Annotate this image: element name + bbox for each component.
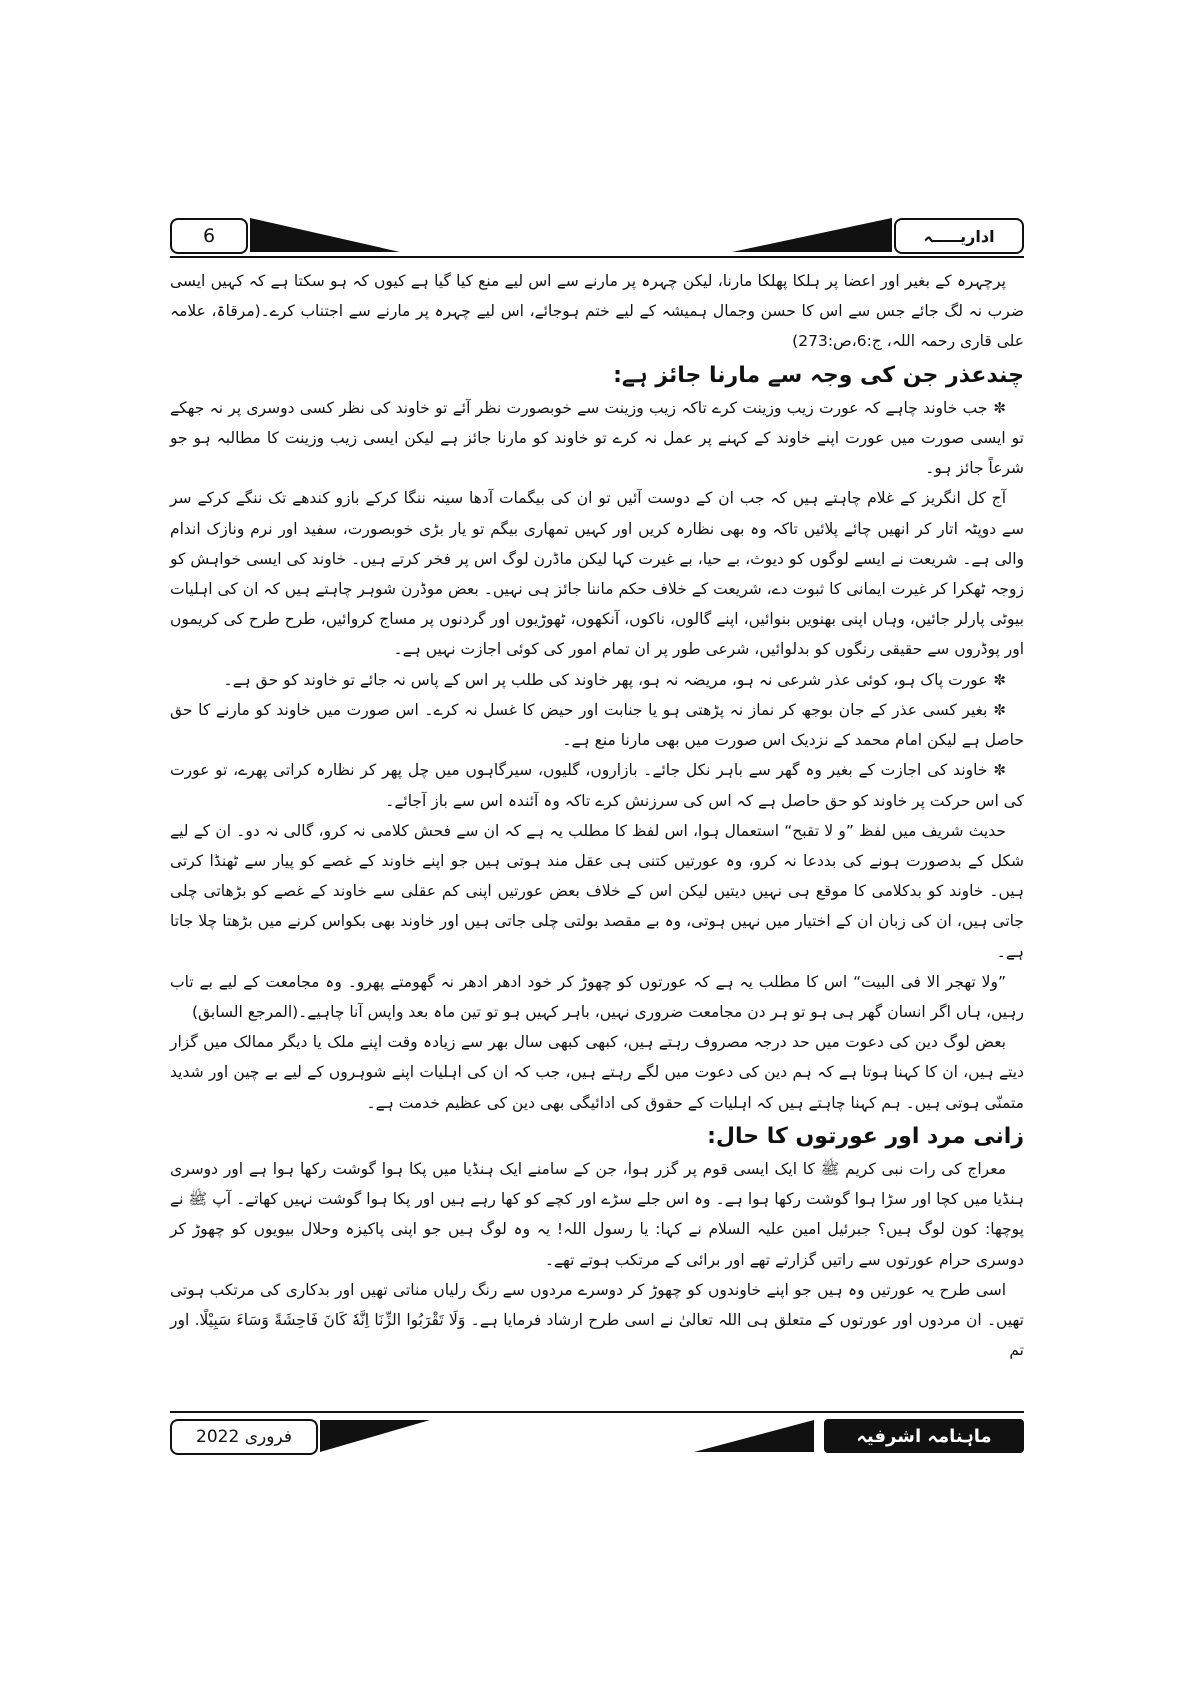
header-left-wedge [250, 218, 400, 252]
bullet-paragraph: ✼ عورت پاک ہو، کوئی عذر شرعی نہ ہو، مریضہ نہ ہو، پھر خاوند کی طلب پر اس کے پاس نہ جائے تو خاوند کو حق ہے۔ [170, 665, 1024, 695]
section-title-box [894, 218, 1024, 254]
paragraph: اسی طرح یہ عورتیں وہ ہیں جو اپنے خاوندوں کو چھوڑ کر دوسرے مردوں سے رنگ رلیاں مناتی تھیں اور بدکاری کی مرتکب ہوتی تھیں۔ ان مردوں اور عورتوں کے متعلق ہی اللہ تعالیٰ نے اسی طرح ارشاد فرمایا ہے۔ وَلَا تَقْرَبُوا الزِّنَا اِنَّهٗ كَانَ فَاحِشَةً وَسَاءَ سَبِيْلًا. اور تم [170, 1280, 1024, 1360]
page-footer [170, 1419, 1024, 1459]
paragraph: ”ولا تھجر الا فی البیت“ اس کا مطلب یہ ہے کہ عورتوں کو چھوڑ کر خود ادھر ادھر نہ گھومتے پھرو۔ وہ مجامعت کے لیے بے تاب رہیں، ہاں اگر انسان گھر ہی ہو تو ہر دن مجامعت ضروری نہیں، باہر کہیں ہو تو تین ماہ بعد واپس آنا چاہیے۔(المرجع السابق) [170, 972, 1024, 1022]
section-title: اداریـــــہ [923, 226, 995, 246]
paragraph: حدیث شریف میں لفظ ”و لا تقبح“ استعمال ہوا، اس لفظ کا مطلب یہ ہے کہ ان سے فحش کلامی نہ کرو، گالی نہ دو۔ ان کے لیے شکل کے بدصورت ہونے کی بددعا نہ کرو، وہ عورتیں کتنی ہی عقل مند ہوتی ہیں جو اپنے خاوند کے غصے کو پیار سے ٹھنڈا کرتی ہیں۔ خاوند کو بدکلامی کا موقع ہی نہیں دیتیں لیکن اس کے خلاف بعض عورتیں اپنی کم عقلی سے خاوند کے غصے کو بڑھاتی چلی جاتی ہیں، ان کی زبان ان کے اختیار میں نہیں ہوتی، وہ بے مقصد بولتی چلی جاتی ہیں اور خاوند بھی بکواس کرنے میں بڑھتا چلا جاتا ہے۔ [170, 821, 1024, 961]
footer-rule [170, 1411, 1024, 1413]
footer-left-wedge [320, 1420, 430, 1452]
magazine-name: ماہنامہ اشرفیہ [856, 1425, 992, 1447]
footer-right-wedge [694, 1420, 814, 1452]
header-rule [170, 256, 1024, 258]
issue-date: فروری 2022 [196, 1427, 292, 1447]
paragraph: پرچہرہ کے بغیر اور اعضا پر ہلکا پھلکا مارنا، لیکن چہرہ پر مارنے سے اس لیے منع کیا گیا ہے کیوں کہ ہو سکتا ہے کہ کہیں ایسی ضرب نہ لگ جائے جس سے اس کا حسن وجمال ہمیشہ کے لیے ختم ہوجائے، اس لیے چہرہ پر مارنے سے اجتناب کرے۔(مرقاۃ، علامہ علی قاری رحمہ اللہ، ج:6،ص:273) [170, 272, 1024, 351]
paragraph: بعض لوگ دین کی دعوت میں حد درجہ مصروف رہتے ہیں، کبھی کبھی سال بھر سے زیادہ وقت اپنے ملک یا دیگر ممالک میں گزار دیتے ہیں، ان کا کہنا ہوتا ہے کہ ہم دین کی دعوت میں لگے رہتے ہیں، جب کہ ان کی اہلیات اپنے شوہروں کے لیے بے چین اور شدید متمنّی ہوتی ہیں۔ ہم کہنا چاہتے ہیں کہ اہلیات کے حقوق کی ادائیگی بھی دین کی عظیم خدمت ہے۔ [170, 1033, 1024, 1112]
paragraph: معراج کی رات نبی کریم ﷺ کا ایک ایسی قوم پر گزر ہوا، جن کے سامنے ایک ہنڈیا میں پکا ہوا گوشت رکھا ہوا ہے اور دوسری ہنڈیا میں کچا اور سڑا ہوا گوشت رکھا ہوا ہے۔ وہ اس جلے سڑے اور کچے کو کھا رہے ہیں اور پکا ہوا گوشت نہیں کھاتے۔ آپ ﷺ نے پوچھا: کون لوگ ہیں؟ جبرئیل امین علیہ السلام نے کہا: یا رسول اللہ! یہ وہ لوگ ہیں جو اپنی پاکیزہ وحلال بیویوں کو چھوڑ کر دوسری حرام عورتوں سے راتیں گزارتے تھے اور برائی کے مرتکب ہوتے تھے۔ [170, 1159, 1024, 1269]
issue-date-box [170, 1419, 318, 1455]
section-heading: زانی مرد اور عورتوں کا حال: [707, 1123, 1024, 1149]
bullet-paragraph: ✼ بغیر کسی عذر کے جان بوجھ کر نماز نہ پڑھتی ہو یا جنابت اور حیض کا غسل نہ کرے۔ اس صورت میں خاوند کو مارنے کا حق حاصل ہے لیکن امام محمد کے نزدیک اس صورت میں بھی مارنا منع ہے۔ [170, 695, 1024, 755]
paragraph: آج کل انگریز کے غلام چاہتے ہیں کہ جب ان کے دوست آئیں تو ان کی بیگمات آدھا سینہ ننگا کرکے بازو کندھے تک ننگے کرکے سر سے دوپٹہ اتار کر انھیں چائے پلائیں تاکہ وہ بھی نظارہ کریں اور کہیں تمھاری بیگم تو یار بڑی خوبصورت، سفید اور نرم ونازک اندام والی ہے۔ شریعت نے ایسے لوگوں کو دیوث، بے حیا، بے غیرت کہا لیکن ماڈرن لوگ اس پر فخر کرتے ہیں۔ خاوند کی ایسی خواہش کو زوجہ ٹھکرا کر غیرت ایمانی کا ثبوت دے، شریعت کے خلاف حکم ماننا جائز ہی نہیں۔ بعض موڈرن شوہر چاہتے ہیں کہ ان کی اہلیات بیوٹی پارلر جائیں، وہاں اپنی بھنویں بنوائیں، اپنے گالوں، ناکوں، آنکھوں، ٹھوڑیوں اور گردنوں پر مساج کروائیں، طرح طرح کی کریموں اور پوڈروں سے حقیقی رنگوں کو بدلوائیں، شرعی طور پر ان تمام امور کی کوئی اجازت نہیں ہے۔ [170, 489, 1024, 659]
page-header [170, 218, 1024, 258]
magazine-name-box [824, 1419, 1024, 1453]
bullet-paragraph: ✼ جب خاوند چاہے کہ عورت زیب وزینت کرے تاکہ زیب وزینت سے خوبصورت نظر آئے تو خاوند کی نظر کسی دوسری پر نہ جھکے تو ایسی صورت میں عورت اپنے خاوند کے کہنے پر عمل نہ کرے تو خاوند کو مارنا جائز ہے لیکن ایسی زیب وزینت کا مطالبہ ہو جو شرعاً جائز ہو۔ [170, 393, 1024, 484]
page-number: 6 [202, 225, 216, 247]
bullet-paragraph: ✼ خاوند کی اجازت کے بغیر وہ گھر سے باہر نکل جائے۔ بازاروں، گلیوں، سیرگاہوں میں چل پھر کر نظارہ کراتی پھرے، تو عورت کی اس حرکت پر خاوند کو حق حاصل ہے کہ اس کی سرزنش کرے تاکہ وہ آئندہ اس سے باز آجائے۔ [170, 755, 1024, 815]
page-number-box [170, 218, 248, 254]
article-body [170, 266, 1024, 1365]
header-right-wedge [732, 218, 892, 252]
section-heading: چندعذر جن کی وجہ سے مارنا جائز ہے: [613, 362, 1024, 388]
